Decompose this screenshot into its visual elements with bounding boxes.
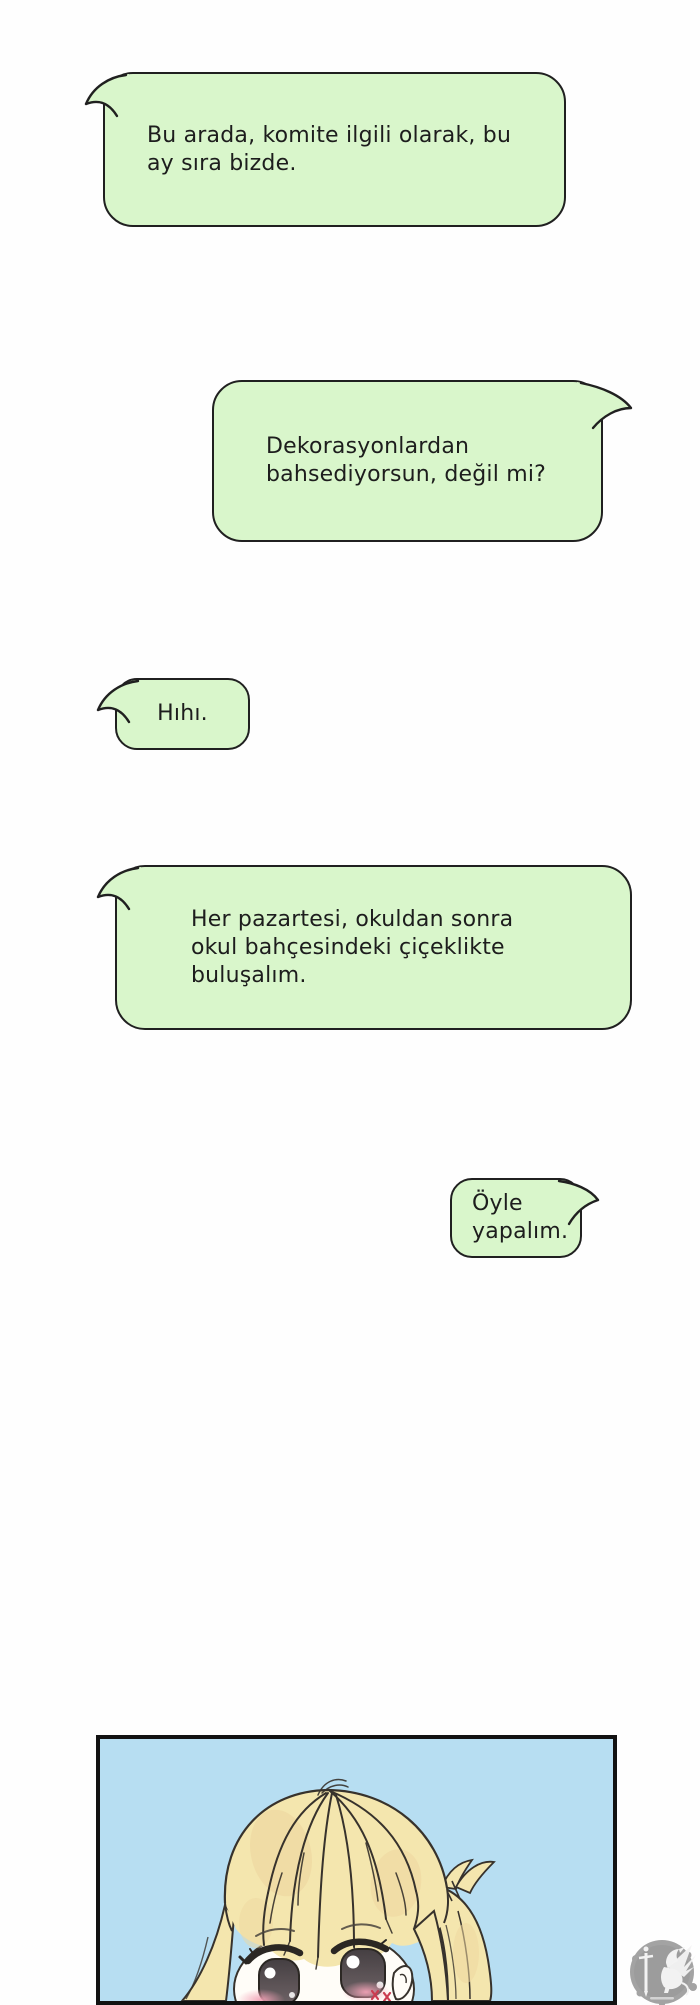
speech-bubble-4-text: Her pazartesi, okuldan sonra okul bahçesindeki çiçeklikte buluşalım.: [191, 906, 514, 988]
speech-bubble-3-tail-icon: [95, 676, 145, 726]
speech-bubble-1-text: Bu arada, komite ilgili olarak, bu ay sıra bizde.: [147, 122, 512, 176]
speech-bubble-5-tail-icon: [552, 1176, 602, 1226]
blonde-twintail-girl-illustration: [100, 1739, 613, 2001]
comic-art-panel: [96, 1735, 617, 2005]
griffin-sword-watermark-icon: [622, 1937, 700, 2005]
speech-bubble-1-tail-icon: [83, 70, 133, 120]
speech-bubble-2: [212, 380, 603, 542]
speech-bubble-1: [103, 72, 566, 227]
speech-bubble-5-text: Öyle yapalım.: [472, 1191, 569, 1244]
speech-bubble-4: [115, 865, 632, 1030]
speech-bubble-2-text: Dekorasyonlardan bahsediyorsun, değil mi?: [266, 434, 547, 487]
speech-bubble-3-text: Hıhı.: [157, 701, 208, 726]
speech-bubble-4-tail-icon: [95, 863, 145, 913]
speech-bubble-2-tail-icon: [573, 378, 635, 430]
speech-bubble-5: [450, 1178, 582, 1258]
speech-bubble-3: [115, 678, 250, 750]
